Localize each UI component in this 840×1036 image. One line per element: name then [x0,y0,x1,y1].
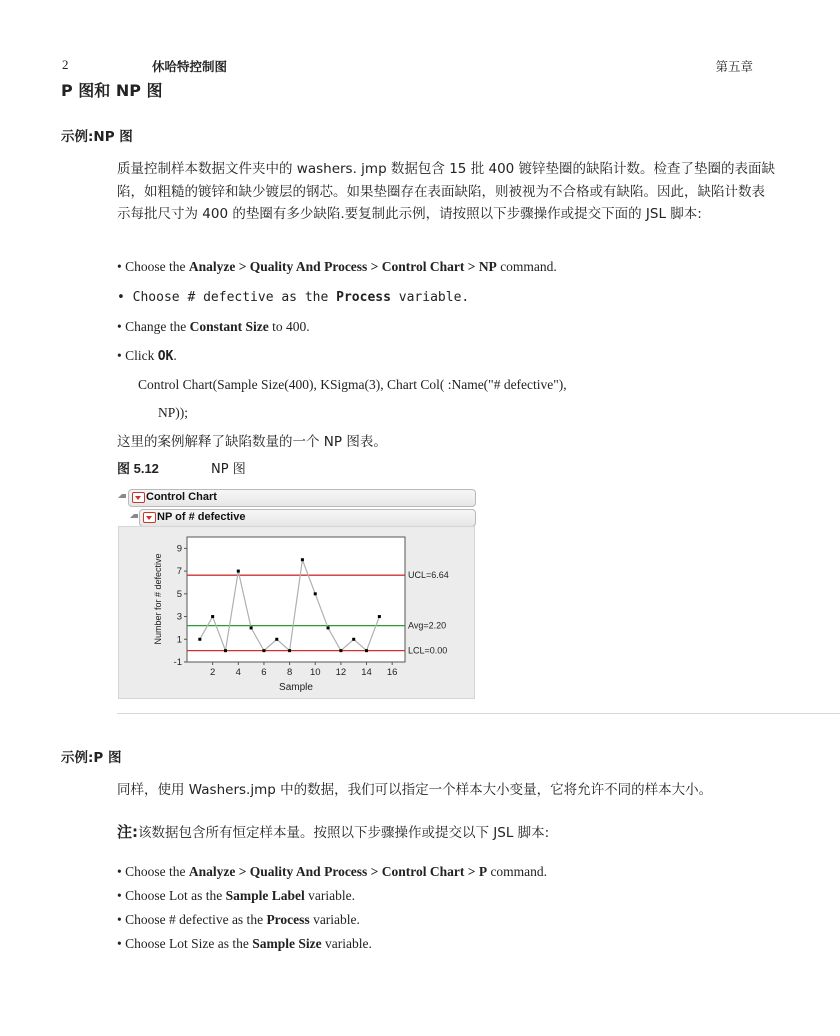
running-title: 休哈特控制图 [152,59,228,74]
x-tick-label: 8 [286,667,293,678]
outline-title: Control Chart [146,491,217,503]
data-point [339,649,342,652]
figure-number: 图 5.12 [117,461,159,476]
disclosure-triangle-icon[interactable] [118,494,126,498]
data-point [237,570,240,573]
data-point [327,626,330,629]
data-point [198,638,201,641]
x-tick-label: 12 [335,667,347,678]
np-step-4: • Click OK. [117,348,177,364]
p-step-3: • Choose # defective as the Process variable. [117,912,360,927]
disclosure-triangle-icon[interactable] [130,514,138,518]
p-step-4: • Choose Lot Size as the Sample Size variable. [117,936,372,951]
data-point [211,615,214,618]
data-point [262,649,265,652]
data-point [301,558,304,561]
page-title: P 图和 NP 图 [61,81,163,100]
np-intro-paragraph: 质量控制样本数据文件夹中的 washers. jmp 数据包含 15 批 400 镀锌垫圈的缺陷计数。检查了垫圈的表面缺陷，如粗糙的镀锌和缺少镀层的钢芯。如果垫圈存在表面缺陷，则被视为不合格或有缺陷。因此，缺陷计数表示每批尺寸为 400 的垫圈有多少缺陷.要复制此示例，请按照以下步骤操作或提交下面的 JSL 脚本: [117,161,776,222]
data-point [314,592,317,595]
y-axis-label: Number for # defective [153,553,163,645]
np-chart [118,526,474,698]
y-tick-label: 7 [176,566,182,578]
limit-label-1: Avg=2.20 [408,620,447,631]
red-triangle-menu-icon[interactable] [132,492,145,503]
data-point [365,649,368,652]
plot-frame [187,537,405,662]
outline-title: NP of # defective [157,511,246,523]
data-point [352,638,355,641]
jsl-script-line-1: Control Chart(Sample Size(400), KSigma(3), Chart Col( :Name("# defective"), [138,377,567,392]
y-tick-label: 3 [176,611,182,623]
x-tick-label: 6 [261,667,267,678]
p-step-2: • Choose Lot as the Sample Label variable. [117,888,355,903]
x-tick-label: 4 [235,667,241,678]
x-tick-label: 10 [309,667,321,678]
p-intro-paragraph: 同样，使用 Washers.jmp 中的数据，我们可以指定一个样本大小变量，它将允许不同的样本大小。 [117,782,713,798]
section-title-p: 示例:P 图 [61,750,122,766]
red-triangle-menu-icon[interactable] [143,512,156,523]
y-tick-label: -1 [173,657,182,668]
p-step-1: • Choose the Analyze > Quality And Process > Control Chart > P command. [117,864,548,879]
np-step-1: • Choose the Analyze > Quality And Process > Control Chart > NP command. [117,259,557,274]
chapter-label: 第五章 [715,59,753,74]
np-step-2: • Choose # defective as the Process variable. [117,290,470,305]
data-point [275,638,278,641]
data-point [224,649,227,652]
y-tick-label: 1 [176,634,182,646]
jsl-script-line-2: NP)); [158,405,188,420]
limit-label-0: UCL=6.64 [408,570,449,581]
np-explain-text: 这里的案例解释了缺陷数量的一个 NP 图表。 [117,434,387,450]
section-divider [117,713,840,714]
figure-caption: NP 图 [211,462,246,477]
section-title-np: 示例:NP 图 [61,129,133,145]
data-point [378,615,381,618]
note-text: 该数据包含所有恒定样本量。按照以下步骤操作或提交以下 JSL 脚本: [138,825,550,841]
np-step-3: • Change the Constant Size to 400. [117,319,310,334]
data-point [288,649,291,652]
y-tick-label: 9 [176,543,182,555]
note-label: 注: [117,823,138,841]
p-note [117,821,777,845]
control-chart-outline-header[interactable] [128,489,476,507]
x-tick-label: 2 [209,667,216,678]
np-chart-outline-header[interactable] [139,509,476,527]
x-tick-label: 14 [361,667,372,678]
page-number: 2 [62,57,69,72]
x-tick-label: 16 [386,667,398,678]
y-tick-label: 5 [176,588,182,600]
limit-label-2: LCL=0.00 [408,645,448,656]
x-axis-label: Sample [279,682,313,693]
data-point [250,626,253,629]
